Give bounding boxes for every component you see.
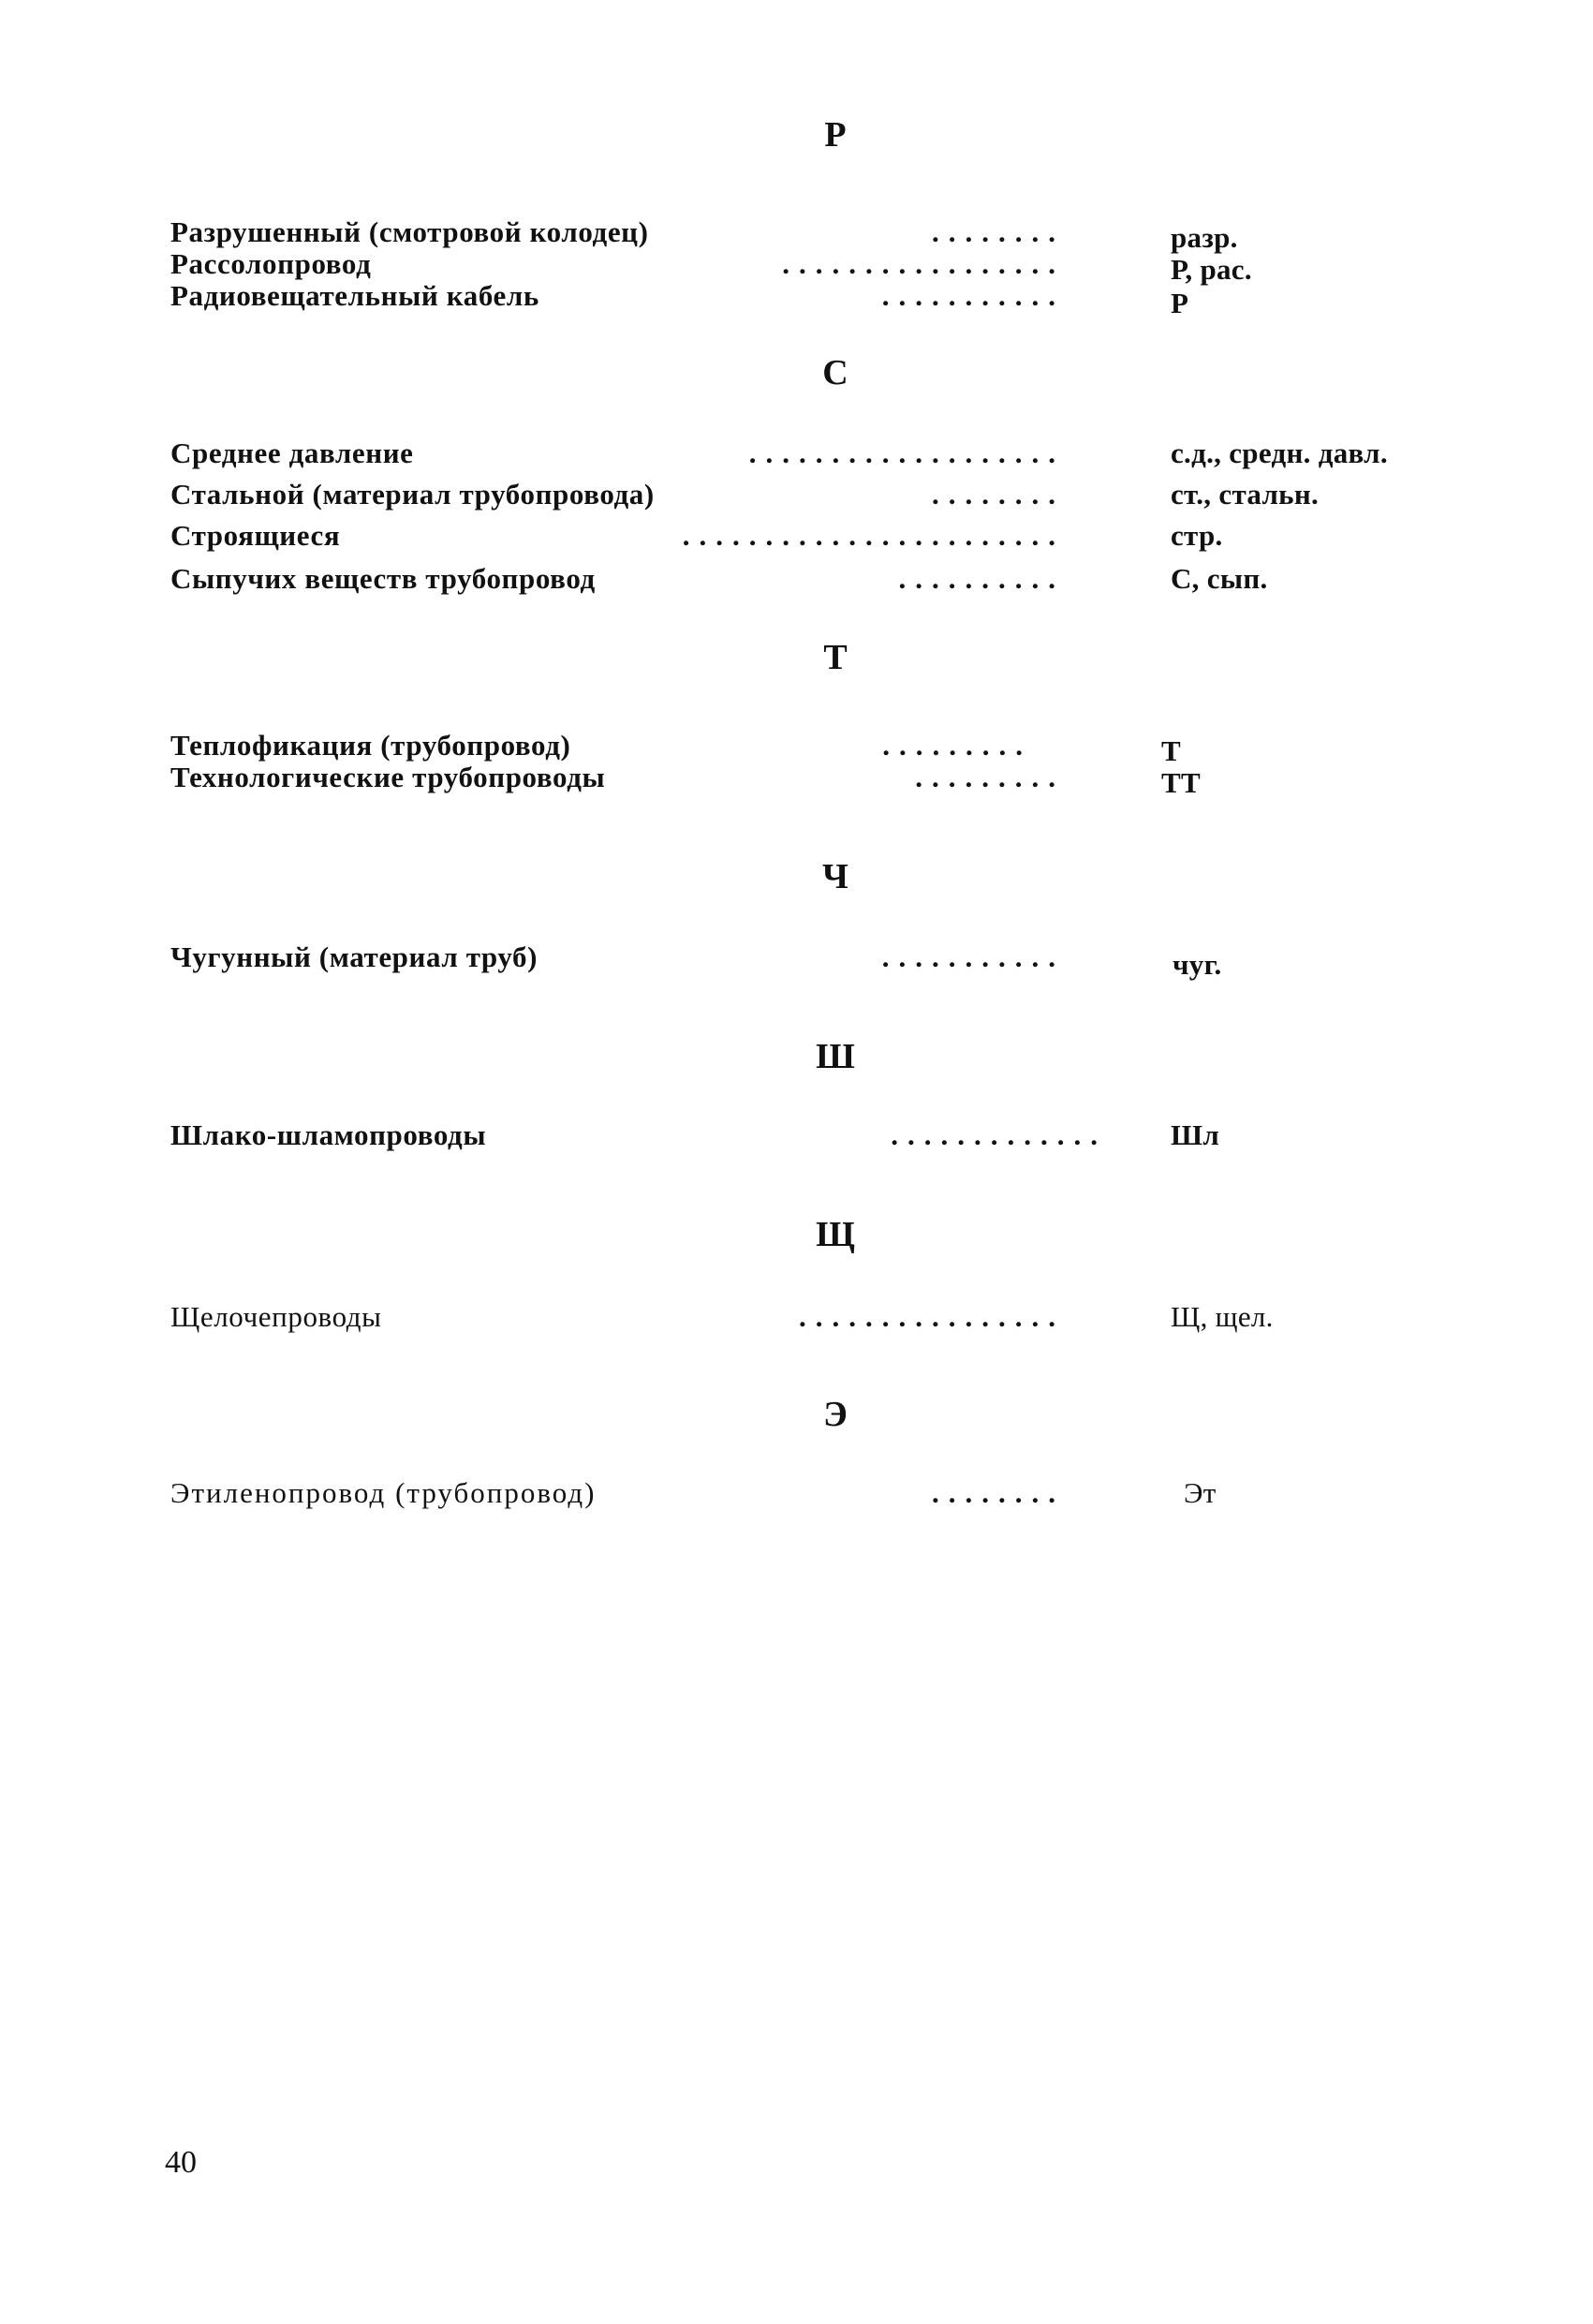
leader-dots: ........ — [932, 215, 1065, 248]
page-number: 40 — [165, 2145, 197, 2180]
term-text: Этиленопровод (трубопровод) — [170, 1476, 597, 1509]
term-text: Чугунный (материал труб) — [170, 940, 538, 973]
term-text: Строящиеся — [170, 519, 341, 552]
list-item — [170, 517, 1482, 555]
list-item — [170, 939, 1482, 981]
term-text: Рассолопровод — [170, 247, 372, 280]
term-text: Радиовещательный кабель — [170, 279, 539, 312]
abbreviation: Р — [1171, 287, 1189, 319]
list-item — [170, 476, 1482, 513]
term-text: Стальной (материал трубопровода) — [170, 478, 655, 511]
term-text: Разрушенный (смотровой колодец) — [170, 215, 649, 248]
abbreviation: ст., стальн. — [1171, 478, 1320, 511]
section-letter-r: Р — [824, 115, 848, 155]
leader-dots: ......... — [915, 761, 1065, 793]
abbreviation: Эт — [1184, 1476, 1217, 1509]
leader-dots: ............. — [891, 1118, 1107, 1151]
list-item — [170, 435, 1482, 472]
abbreviation: Р, рас. — [1171, 253, 1252, 286]
section-letter-ch: Ч — [822, 857, 849, 896]
section-letter-shch: Щ — [816, 1215, 856, 1254]
section-letter-sh: Ш — [816, 1037, 856, 1076]
section-letter-s: С — [822, 353, 849, 392]
abbreviation: Шл — [1171, 1118, 1220, 1151]
leader-dots: ........ — [932, 478, 1065, 511]
list-item — [170, 1117, 1482, 1154]
term-text: Технологические трубопроводы — [170, 761, 606, 793]
term-text: Среднее давление — [170, 437, 414, 469]
leader-dots: ........... — [881, 279, 1065, 312]
abbreviation: стр. — [1171, 519, 1223, 552]
abbreviation: чуг. — [1173, 948, 1222, 981]
term-text: Шлако-шламопроводы — [170, 1118, 487, 1151]
list-item — [170, 1298, 1482, 1336]
leader-dots: ................... — [748, 437, 1065, 469]
leader-dots: ................. — [782, 247, 1065, 280]
section-letter-t: Т — [823, 638, 848, 677]
leader-dots: .......... — [898, 562, 1065, 595]
abbreviation: С, сып. — [1171, 562, 1268, 595]
list-item — [170, 277, 1482, 319]
abbreviation: ТТ — [1161, 766, 1201, 799]
term-text: Сыпучих веществ трубопровод — [170, 562, 596, 595]
term-text: Теплофикация (трубопровод) — [170, 729, 571, 762]
abbreviation: с.д., средн. давл. — [1171, 437, 1388, 469]
list-item — [170, 1474, 1482, 1512]
list-item — [170, 759, 1482, 799]
section-letter-e: Э — [823, 1395, 848, 1434]
term-text: Щелочепроводы — [170, 1300, 382, 1333]
abbreviation: разр. — [1171, 221, 1238, 254]
leader-dots: ....................... — [682, 519, 1065, 552]
list-item — [170, 560, 1482, 598]
abbreviation: Щ, щел. — [1171, 1300, 1274, 1333]
leader-dots: ........... — [881, 940, 1065, 973]
leader-dots: ........ — [932, 1476, 1065, 1509]
leader-dots: ................ — [799, 1300, 1065, 1333]
leader-dots: ......... — [882, 729, 1032, 762]
abbreviation: Т — [1161, 734, 1181, 767]
